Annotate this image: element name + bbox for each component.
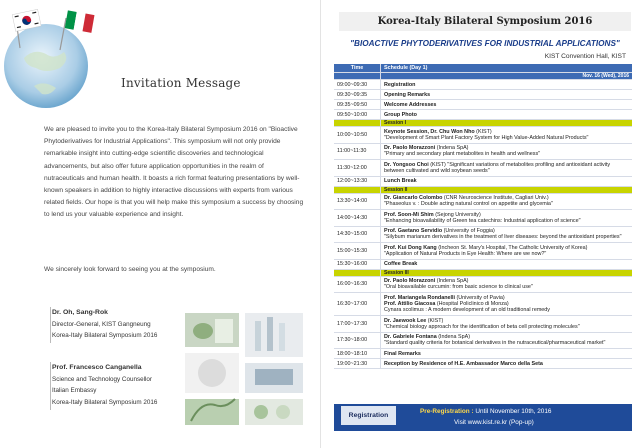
- schedule-row: [334, 110, 632, 120]
- schedule-cell: [381, 176, 633, 186]
- lab-photo-collage: [185, 313, 303, 425]
- speaker-or-event: Dr. Paolo Morazzoni: [384, 145, 436, 152]
- venue: KIST Convention Hall, KIST: [544, 53, 626, 60]
- schedule-cell: [381, 276, 633, 293]
- time-cell: 11:30~12:00: [334, 160, 381, 177]
- talk-title: "Chemical biology approach for the identification of beta cell protecting molecules": [384, 323, 580, 330]
- signatory-line: Korea-Italy Bilateral Symposium 2016: [52, 332, 158, 339]
- schedule-cell: [381, 269, 633, 276]
- schedule-cell: [381, 160, 633, 177]
- schedule-row: [334, 259, 632, 269]
- schedule-cell: [381, 100, 633, 110]
- program-page: [321, 0, 640, 448]
- speaker-or-event: Dr. Jaewook Lee: [384, 317, 427, 324]
- time-cell: [334, 186, 381, 193]
- schedule-row: [334, 226, 632, 243]
- schedule-cell: [381, 259, 633, 269]
- schedule-cell: [381, 120, 633, 127]
- schedule-row: [334, 193, 632, 210]
- signatory-2: [52, 362, 157, 408]
- speaker-or-event: Prof. Kui Dong Kang: [384, 244, 437, 251]
- affiliation: (University of Foggia): [442, 228, 495, 235]
- time-cell: 14:00~14:30: [334, 210, 381, 227]
- speaker-or-event: Prof. Gaetano Servidio: [384, 228, 443, 235]
- registration-label: Registration: [341, 406, 396, 425]
- speaker-or-event: Dr. Giancarlo Colombo: [384, 195, 443, 202]
- speaker-or-event: Reception by Residence of H.E. Ambassador Marco della Seta: [384, 360, 543, 367]
- time-cell: [334, 120, 381, 127]
- registration-visit-link[interactable]: Visit www.kist.re.kr (Pop-up): [454, 419, 534, 426]
- affiliation: (University of Pavia): [455, 295, 505, 301]
- time-cell: 18:00~18:10: [334, 349, 381, 359]
- speaker-or-event: Opening Remarks: [384, 91, 431, 98]
- speaker-or-event: Prof. Mariangela Rondanelli: [384, 295, 455, 301]
- affiliation: (CNR Neuroscience Institute, Cagliari Univ.): [442, 195, 549, 202]
- pre-registration-prefix: Pre-Registration :: [420, 408, 476, 415]
- speaker-or-event: Coffee Break: [384, 261, 418, 267]
- talk-title: "Application of Natural Products in Eye Health: Where are we now?": [384, 250, 547, 257]
- schedule-cell: [381, 243, 633, 260]
- schedule-day-label: Schedule (Day 1): [384, 65, 428, 71]
- signatory-1: [52, 307, 157, 342]
- speaker-or-event: Prof. Attilio Giacosa: [384, 301, 436, 307]
- talk-title: "Enhancing bioavailability of Green tea catechins: Industrial application of science": [384, 217, 581, 224]
- schedule-row: [334, 276, 632, 293]
- talk-title: "Silybum marianum derivatives in the treatment of liver diseases: beyond the antioxidant properties": [384, 234, 622, 241]
- schedule-row: [334, 90, 632, 100]
- time-cell: 17:00~17:30: [334, 316, 381, 333]
- affiliation: (Indena SpA): [435, 278, 469, 285]
- speaker-or-event: Welcome Addresses: [384, 101, 437, 108]
- speaker-or-event: Keynote Session, Dr. Chu Won Nho: [384, 128, 475, 135]
- schedule-row: [334, 176, 632, 186]
- speaker-or-event: Dr. Paolo Morazzoni: [384, 278, 436, 285]
- time-cell: 16:00~16:30: [334, 276, 381, 293]
- globe-with-flags-graphic: [0, 0, 106, 110]
- schedule-row: [334, 332, 632, 349]
- affiliation: (Hospital Policlinico di Monza): [435, 301, 509, 307]
- affiliation: (Sejong University): [433, 211, 481, 218]
- schedule-table: [334, 64, 632, 369]
- talk-title: "Development of Smart Plant Factory System for High Value-Added Natural Products": [384, 134, 589, 141]
- affiliation: (Indena SpA): [436, 334, 470, 341]
- time-cell: 16:30~17:00: [334, 293, 381, 316]
- signatory-line: Korea-Italy Bilateral Symposium 2016: [52, 398, 158, 406]
- date-row: [334, 73, 632, 80]
- schedule-row: [334, 243, 632, 260]
- affiliation: (KIST): [474, 128, 492, 135]
- invitation-body: [44, 124, 304, 222]
- schedule-cell: [381, 193, 633, 210]
- talk-title: "Primary and secondary plant metabolites in health and wellness": [384, 151, 541, 158]
- schedule-cell: [381, 143, 633, 160]
- symposium-title: Korea-Italy Bilateral Symposium 2016: [339, 12, 631, 31]
- schedule-row: [334, 100, 632, 110]
- time-cell: 15:30~16:00: [334, 259, 381, 269]
- pre-registration-line: [420, 408, 551, 415]
- speaker-or-event: Session III: [384, 269, 409, 276]
- affiliation: (KIST) "Significant variations of metabolites profiling and antioxidant activity: [428, 161, 611, 168]
- schedule-row: [334, 80, 632, 90]
- schedule-cell: [381, 90, 633, 100]
- schedule-cell: [381, 349, 633, 359]
- time-cell: 12:00~13:30: [334, 176, 381, 186]
- schedule-cell: [381, 127, 633, 144]
- schedule-cell: [381, 226, 633, 243]
- time-cell: 09:30~09:35: [334, 90, 381, 100]
- schedule-row: [334, 293, 632, 316]
- schedule-row: [334, 127, 632, 144]
- time-cell: 11:00~11:30: [334, 143, 381, 160]
- schedule-cell: [381, 293, 633, 316]
- signatory-name: Dr. Oh, Sang-Rok: [52, 309, 108, 316]
- time-cell: 09:50~10:00: [334, 110, 381, 120]
- schedule-cell: [381, 110, 633, 120]
- time-cell: 09:00~09:30: [334, 80, 381, 90]
- time-cell: 17:30~18:00: [334, 332, 381, 349]
- speaker-or-event: Dr. Gabriele Fontana: [384, 334, 437, 341]
- session-row: [334, 186, 632, 193]
- pre-registration-deadline: Until November 10th, 2016: [475, 408, 552, 415]
- affiliation: (Indena SpA): [435, 145, 469, 152]
- talk-title: "Standard quality criteria for botanical derivatives in the nutraceutical/pharmaceutical market": [384, 340, 606, 347]
- signatory-line: Science and Technology Counsellor: [52, 375, 152, 383]
- date-cell: Nov. 16 (Wed), 2016: [381, 73, 633, 80]
- schedule-row: [334, 210, 632, 227]
- schedule-cell: [381, 210, 633, 227]
- speaker-or-event: Dr. Yongsoo Choi: [384, 161, 429, 168]
- schedule-cell: [381, 359, 633, 369]
- time-cell: 13:30~14:00: [334, 193, 381, 210]
- schedule-cell: [381, 332, 633, 349]
- talk-title: Cynara scolimus : A modern development of an old traditional remedy: [384, 307, 550, 313]
- time-cell: [334, 269, 381, 276]
- speaker-or-event: Lunch Break: [384, 178, 417, 184]
- invitation-title: Invitation Message: [121, 76, 241, 90]
- registration-bar: [334, 404, 632, 431]
- symposium-theme: "BIOACTIVE PHYTODERIVATIVES FOR INDUSTRIAL APPLICATIONS": [350, 39, 620, 48]
- invitation-paragraph: We are pleased to invite you to the Korea-Italy Bilateral Symposium 2016 on "Bioactive Phytoderivatives for Industrial Applications". This symposium will not only provide remarkable insight into cutting-edge scientific discoveries and technological advancements, but also offer future application opportunities in the realm of nutraceuticals and human health. It boasts a rich format featuring presentations by well-known speakers in addition to highly interactive discussions with experts from various related fields. Our hope is that you will help make this symposium a success by choosing to lend us your valuable experience and insight.: [44, 126, 304, 219]
- time-cell: 19:00~21:30: [334, 359, 381, 369]
- speaker-or-event: Session II: [384, 186, 408, 193]
- session-row: [334, 269, 632, 276]
- invitation-closing: We sincerely look forward to seeing you at the symposium.: [44, 266, 216, 273]
- time-cell: 10:00~10:50: [334, 127, 381, 144]
- talk-title: "Oral bioavailable curcumin: from basic science to clinical use": [384, 284, 533, 291]
- speaker-or-event: Session I: [384, 120, 406, 126]
- schedule-row: [334, 359, 632, 369]
- time-cell: 14:30~15:00: [334, 226, 381, 243]
- speaker-or-event: Final Remarks: [384, 350, 421, 357]
- talk-title: between cultivated and wild soybean seeds": [384, 167, 490, 174]
- schedule-row: [334, 316, 632, 333]
- signatory-line: Italian Embassy: [52, 387, 97, 394]
- schedule-row: [334, 160, 632, 177]
- session-row: [334, 120, 632, 127]
- schedule-header-cell: [381, 64, 633, 73]
- time-cell: 15:00~15:30: [334, 243, 381, 260]
- time-header: Time: [334, 64, 381, 73]
- speaker-or-event: Group Photo: [384, 111, 417, 118]
- affiliation: (Incheon St. Mary's Hospital, The Catholic University of Korea): [436, 244, 588, 251]
- signatory-name: Prof. Francesco Canganella: [52, 364, 142, 371]
- schedule-header: [334, 64, 632, 73]
- speaker-or-event: Prof. Soon-Mi Shim: [384, 211, 434, 218]
- schedule-cell: [381, 186, 633, 193]
- talk-title: "Phaseolus v. : Double acting natural control on appetite and glycemia": [384, 201, 553, 208]
- time-cell: 09:35~09:50: [334, 100, 381, 110]
- schedule-cell: [381, 80, 633, 90]
- affiliation: (KIST): [426, 317, 444, 324]
- speaker-or-event: Registration: [384, 81, 416, 88]
- schedule-row: [334, 143, 632, 160]
- schedule-row: [334, 349, 632, 359]
- signatory-line: Director-General, KIST Gangneung: [52, 320, 151, 328]
- schedule-cell: [381, 316, 633, 333]
